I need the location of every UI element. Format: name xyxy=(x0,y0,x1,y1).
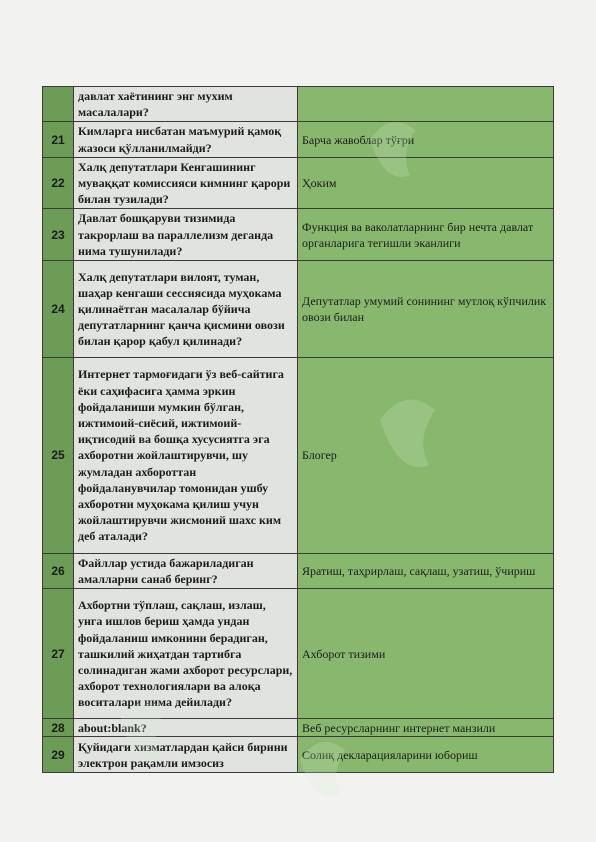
question-cell: Кимларга нисбатан маъмурий қамоқ жазоси қўлланилмайди? xyxy=(74,122,298,157)
table-row xyxy=(43,554,554,589)
question-cell: Халқ депутатлари вилоят, туман, шаҳар кенгаши сессиясида муҳокама қилинаётган масалалар бўйича депутатларнинг қанча қисмини овози билан қарор қабул қилинади? xyxy=(74,261,298,358)
row-number: 29 xyxy=(43,737,74,773)
answer-cell: Ҳоким xyxy=(298,157,554,209)
answer-cell: Веб ресурсларнинг интернет манзили xyxy=(298,719,554,737)
answer-cell: Яратиш, таҳрирлаш, сақлаш, узатиш, ўчириш xyxy=(298,554,554,589)
question-cell: давлат хаётининг энг мухим масалалари? xyxy=(74,87,298,122)
row-number: 24 xyxy=(43,261,74,358)
question-cell: Қуйидаги хизматлардан қайси бирини электрон рақамли имзосиз xyxy=(74,737,298,773)
question-cell: Давлат бошқаруви тизимида такрорлаш ва параллелизм деганда нима тушунилади? xyxy=(74,209,298,261)
question-cell: Файллар устида бажариладиган амалларни санаб беринг? xyxy=(74,554,298,589)
row-number xyxy=(43,87,74,122)
table-row xyxy=(43,589,554,719)
answer-cell: Блогер xyxy=(298,358,554,554)
question-cell: about:blank? xyxy=(74,719,298,737)
qa-table xyxy=(42,86,554,773)
table-row xyxy=(43,358,554,554)
row-number: 21 xyxy=(43,122,74,157)
answer-cell: Барча жавоблар тўғри xyxy=(298,122,554,157)
table-row xyxy=(43,122,554,157)
row-number: 22 xyxy=(43,157,74,209)
row-number: 25 xyxy=(43,358,74,554)
row-number: 26 xyxy=(43,554,74,589)
question-cell: Халқ депутатлари Кенгашининг муваққат комиссияси кимнинг қарори билан тузилади? xyxy=(74,157,298,209)
table-row xyxy=(43,209,554,261)
table-row xyxy=(43,157,554,209)
question-cell: Интернет тармоғидаги ўз веб-сайтига ёки саҳифасига ҳамма эркин фойдаланиши мумкин бўлган, ижтимоий-сиёсий, ижтимоий-иқтисодий ва бошқа хусусиятга эга ахборотни жойлаштирувчи, шу жумладан ахбороттан фойдаланувчилар томонидан ушбу ахборотни муҳокама қилиш учун жойлаштирувчи жисмоний шахс ким деб аталади? xyxy=(74,358,298,554)
table-row xyxy=(43,719,554,737)
answer-cell: Ахборот тизими xyxy=(298,589,554,719)
table-row xyxy=(43,737,554,773)
row-number: 23 xyxy=(43,209,74,261)
answer-cell: Солиқ декларацияларини юбориш xyxy=(298,737,554,773)
answer-cell: Функция ва ваколатларнинг бир нечта давлат органларига тегишли эканлиги xyxy=(298,209,554,261)
answer-cell xyxy=(298,87,554,122)
answer-cell: Депутатлар умумий сонининг мутлоқ кўпчилик овози билан xyxy=(298,261,554,358)
row-number: 27 xyxy=(43,589,74,719)
row-number: 28 xyxy=(43,719,74,737)
table-row xyxy=(43,87,554,122)
question-cell: Ахбортни тўплаш, сақлаш, излаш, унга ишлов бериш ҳамда ундан фойдаланиш имконини берадиган, ташкилий жиҳатдан тартибга солинадиган жами ахборот ресурслари, ахборот технологиялари ва алоқа воситалари нима дейилади? xyxy=(74,589,298,719)
table-row xyxy=(43,261,554,358)
